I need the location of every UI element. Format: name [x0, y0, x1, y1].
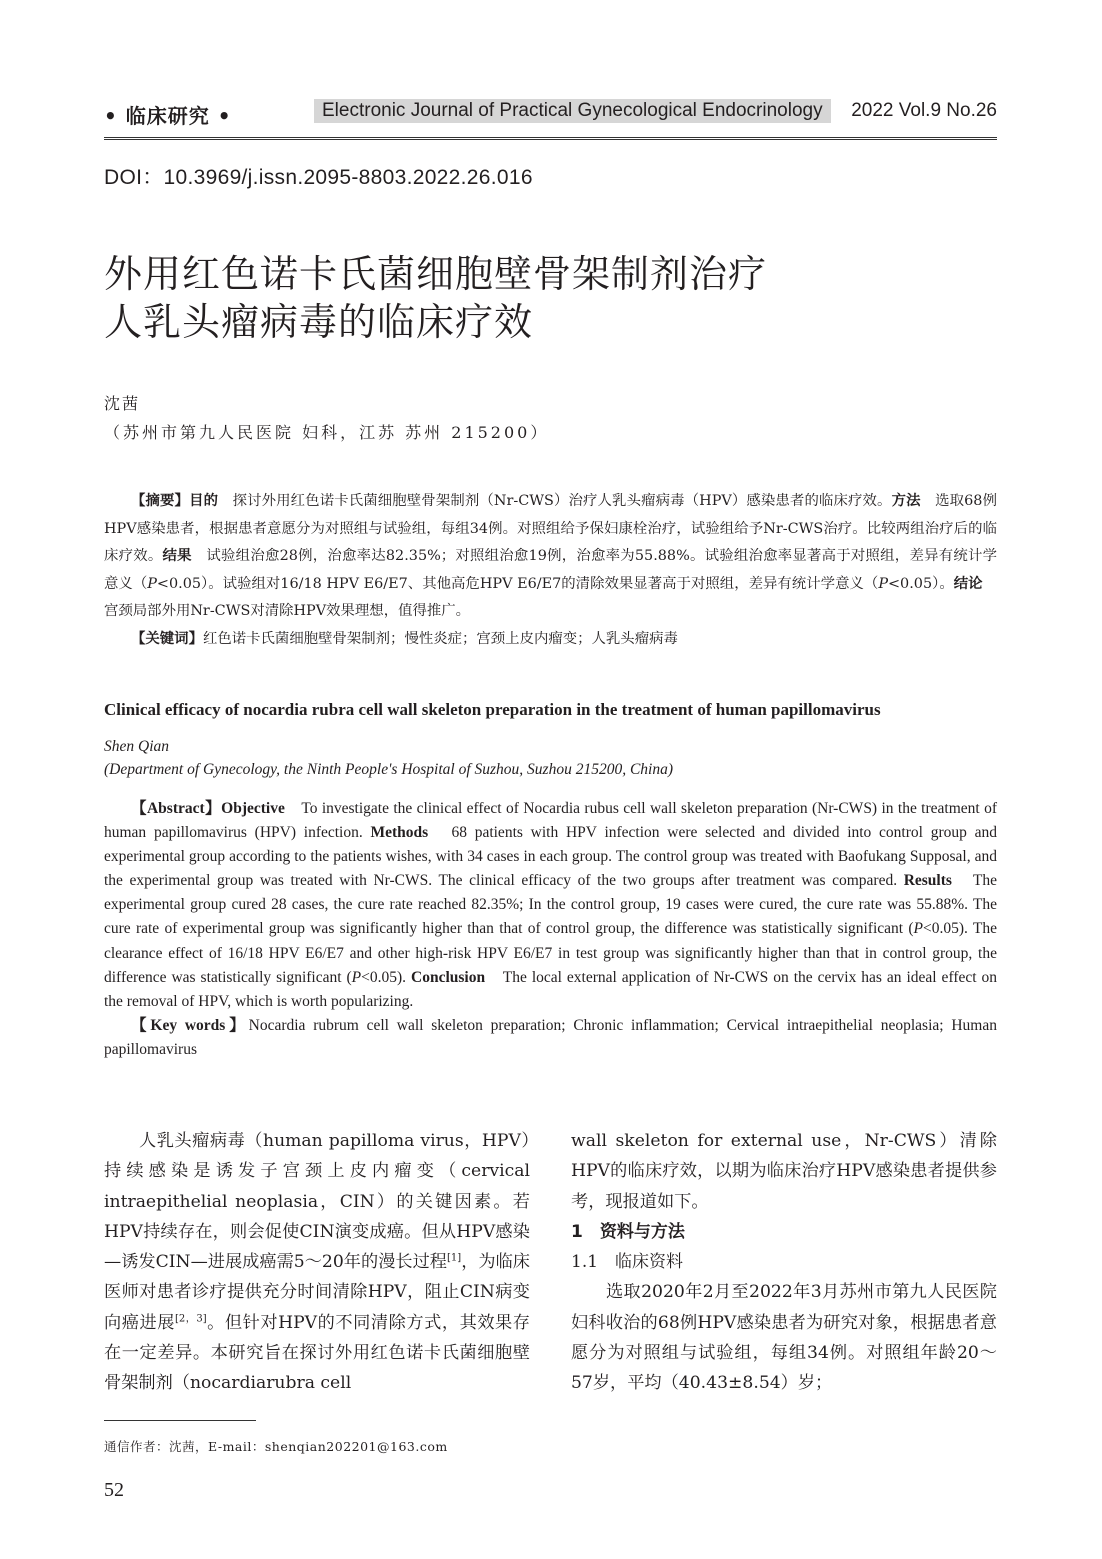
results-text-3: <0.05）。	[888, 575, 954, 592]
p-symbol: P	[351, 968, 362, 986]
body-paragraph: 选取2020年2月至2022年3月苏州市第九人民医院妇科收治的68例HPV感染患者为研究对象，根据患者意愿分为对照组与试验组，每组34例。对照组年龄20～57岁，平均（40.43±8.54）岁；	[571, 1282, 997, 1394]
methods-label: 方法	[891, 493, 921, 509]
body-paragraph	[104, 1126, 530, 1399]
results-label: Results	[903, 872, 952, 890]
section-label: • 临床研究 •	[104, 104, 232, 128]
doi: DOI：10.3969/j.issn.2095-8803.2022.26.016	[104, 166, 533, 189]
results-label: 结果	[162, 548, 192, 564]
body-text: 。但针对HPV的不同清除方式，其效果存在一定差异。本研究旨在探讨外用红色诺卡氏菌细胞壁骨架制剂（nocardiarubra cell	[104, 1312, 530, 1394]
methods-text: 选取68例HPV感染患者，根据患者意愿分为对照组与试验组，每组34例。对照组给予保妇康栓治疗，试验组给予Nr-CWS治疗。比较两组治疗后的临床疗效。	[104, 493, 997, 564]
abstract-label: 【摘要】	[131, 493, 190, 509]
title-english: Clinical efficacy of nocardia rubra cell wall skeleton preparation in the treatment of human papillomavirus	[104, 700, 881, 719]
running-header	[104, 98, 997, 132]
corresponding-author-footnote: 通信作者：沈茜，E-mail：shenqian202201@163.com	[104, 1439, 448, 1454]
results-text-1: 试验组治愈28例，治愈率达82.35%；对照组治愈19例，治愈率为55.88%。试验组治愈率显著高于对照组，差异有统计学意义（	[104, 548, 997, 592]
results-text-3: <0.05).	[361, 968, 412, 986]
keywords-label: 【Key words】	[131, 1016, 249, 1034]
keywords-text: 红色诺卡氏菌细胞壁骨架制剂；慢性炎症；宫颈上皮内瘤变；人乳头瘤病毒	[202, 630, 678, 647]
objective-text: To investigate the clinical effect of Nocardia rubus cell wall skeleton preparation (Nr-CWS) in the treatment of human papillomavirus (HPV) infection.	[104, 800, 997, 842]
p-symbol: P	[913, 920, 923, 938]
objective-text: 探讨外用红色诺卡氏菌细胞壁骨架制剂（Nr-CWS）治疗人乳头瘤病毒（HPV）感染患者的临床疗效。	[218, 493, 892, 509]
conclusion-label: Conclusion	[411, 968, 486, 986]
abstract-chinese-body	[104, 488, 997, 626]
affiliation-english: (Department of Gynecology, the Ninth People's Hospital of Suzhou, Suzhou 215200, China)	[104, 761, 674, 778]
methods-label: Methods	[370, 824, 429, 842]
conclusion-text: The local external application of Nr-CWS on the cervix has an ideal effect on the removal of HPV, which is worth popularizing.	[104, 968, 998, 1010]
body-text: 人乳头瘤病毒（human papilloma virus，HPV）持续感染是诱发子宫颈上皮内瘤变（cervical intraepithelial neoplasia，CIN）的关键因素。若HPV持续存在，则会促使CIN演变成癌。但从HPV感染—诱发CIN—进展成癌需5～20年的漫长过程	[104, 1131, 530, 1273]
objective-label: 目的	[189, 493, 219, 509]
body-column-right	[571, 1126, 997, 1399]
title-chinese-line-1: 外用红色诺卡氏菌细胞壁骨架制剂治疗	[104, 252, 768, 296]
header-rule	[104, 137, 997, 140]
conclusion-label: 结论	[953, 575, 983, 592]
keywords-chinese	[104, 626, 997, 654]
methods-text: 68 patients with HPV infection were selected and divided into control group and experimental group according to the patients wishes, with 34 cases in each group. The control group was treated with Baofukang Supposal, and the experimental group was treated with Nr-CWS. The clinical efficacy of the two groups after treatment was compared.	[104, 824, 998, 890]
citation: [1]	[447, 1252, 462, 1264]
affiliation-chinese: （苏州市第九人民医院 妇科，江苏 苏州 215200）	[104, 423, 550, 442]
results-text-2: <0.05). The clearance effect of 16/18 HPV E6/E7 and other high-risk HPV E6/E7 in test group was significantly higher than that in control group, the difference was statistically significant (	[104, 920, 997, 986]
author-chinese: 沈茜	[104, 394, 141, 413]
journal-name: Electronic Journal of Practical Gynecological Endocrinology	[314, 99, 831, 123]
results-text-2: <0.05）。试验组对16/18 HPV E6/E7、其他高危HPV E6/E7的清除效果显著高于对照组，差异有统计学意义（	[156, 575, 879, 592]
abstract-english-body	[104, 797, 997, 1014]
body-paragraph: wall skeleton for external use，Nr-CWS）清除HPV的临床疗效，以期为临床治疗HPV感染患者提供参考，现报道如下。	[571, 1131, 997, 1212]
volume-issue: 2022 Vol.9 No.26	[851, 100, 997, 121]
citation: [2，3]	[174, 1313, 207, 1325]
section-heading: 1 资料与方法	[571, 1221, 685, 1242]
body-text: ，为临床医师对患者诊疗提供充分时间清除HPV，阻止CIN病变向癌进展	[104, 1252, 530, 1333]
keywords-text: Nocardia rubrum cell wall skeleton preparation; Chronic inflammation; Cervical intraepithelial neoplasia; Human papillomavirus	[104, 1016, 997, 1058]
keywords-label: 【关键词】	[131, 630, 203, 647]
p-symbol: P	[878, 575, 888, 592]
objective-label: Objective	[221, 800, 285, 817]
title-chinese-line-2: 人乳头瘤病毒的临床疗效	[104, 300, 534, 344]
subsection-heading: 1.1 临床资料	[571, 1252, 684, 1273]
keywords-english	[104, 1014, 997, 1062]
body-column-left	[104, 1126, 530, 1399]
abstract-label: 【Abstract】	[131, 800, 222, 817]
p-symbol: P	[147, 575, 157, 592]
results-text-1: The experimental group cured 28 cases, the cure rate reached 82.35%; In the control group, 19 cases were cured, the cure rate was 55.88%. The cure rate of experimental group was significantly higher than that of control group, the difference was statistically significant (	[104, 872, 997, 938]
abstract-english	[104, 797, 997, 1062]
author-english: Shen Qian	[104, 738, 170, 755]
title-chinese	[104, 250, 1004, 346]
footnote-rule	[104, 1420, 256, 1421]
conclusion-text: 宫颈局部外用Nr-CWS对清除HPV效果理想，值得推广。	[104, 575, 997, 619]
abstract-chinese	[104, 488, 997, 653]
page-number: 52	[104, 1479, 124, 1501]
